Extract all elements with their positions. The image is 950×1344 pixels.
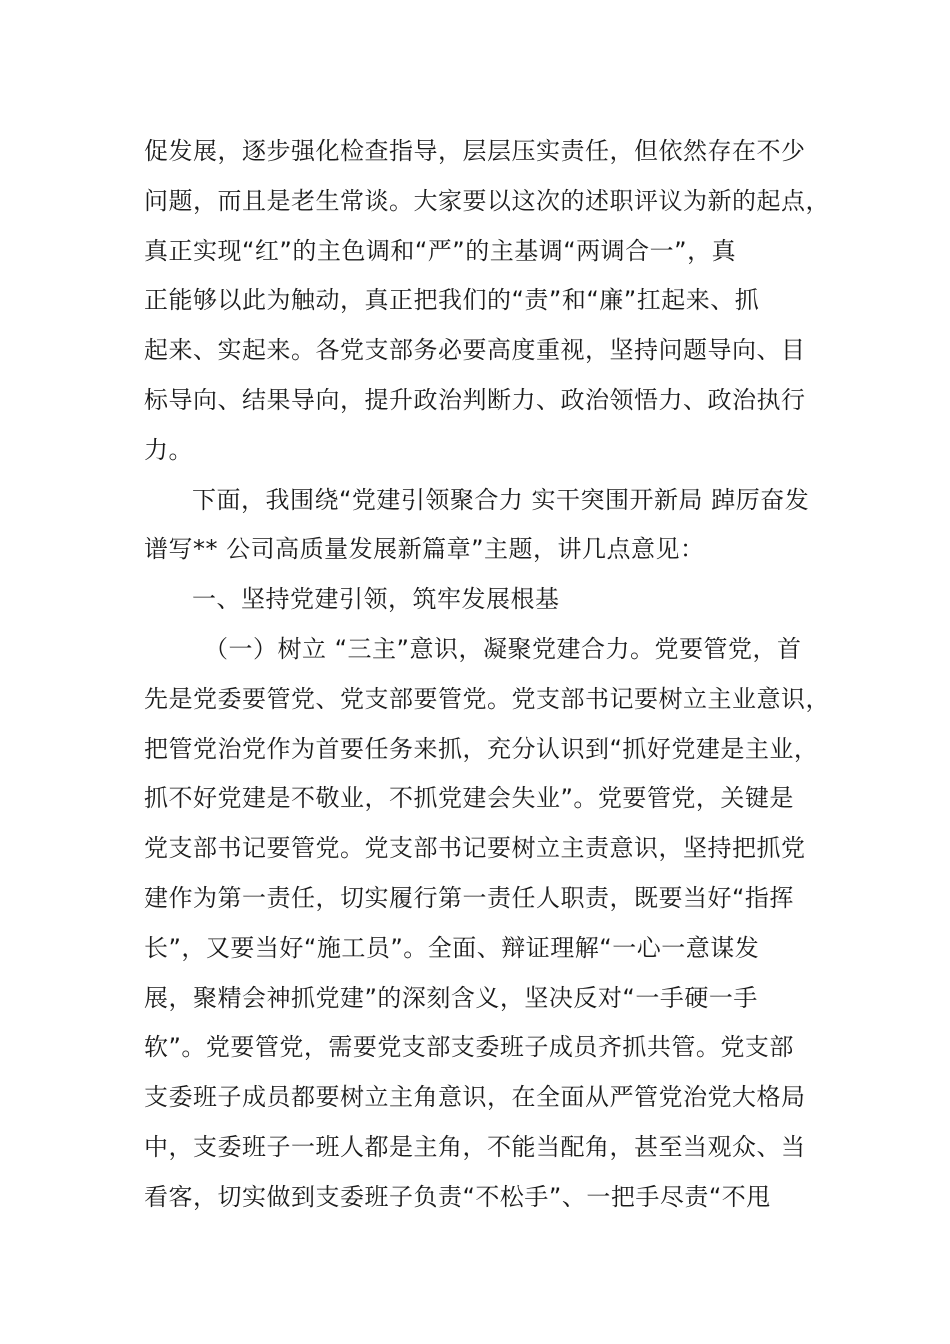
- text-line: 中，支委班子一班人都是主角，不能当配角，甚至当观众、当: [144, 1132, 806, 1161]
- text-line: 建作为第一责任，切实履行第一责任人职责，既要当好“指挥: [144, 883, 794, 912]
- text-line: 看客，切实做到支委班子负责“不松手”、一把手尽责“不甩: [144, 1182, 771, 1211]
- text-line: 把管党治党作为首要任务来抓，充分认识到“抓好党建是主业，: [144, 734, 819, 763]
- document-body: [144, 127, 830, 1223]
- text-line: 力。: [144, 435, 193, 464]
- text-line: 起来、实起来。各党支部务必要高度重视，坚持问题导向、目: [144, 336, 806, 365]
- paragraph-intro: [144, 476, 814, 576]
- text-line: 问题，而且是老生常谈。大家要以这次的述职评议为新的起点，: [144, 186, 830, 215]
- text-line: 党支部书记要管党。党支部书记要树立主责意识，坚持把抓党: [144, 834, 806, 863]
- paragraph-continuation: [144, 127, 830, 476]
- paragraph-section-1-1: [144, 625, 830, 1223]
- text-line: 下面，我围绕“党建引领聚合力 实干突围开新局 踔厉奋发: [192, 485, 810, 514]
- text-line: 促发展，逐步强化检查指导，层层压实责任，但依然存在不少: [144, 137, 806, 165]
- text-line: （一）树立 “三主”意识，凝聚党建合力。党要管党，首: [204, 634, 802, 663]
- text-line: 展，聚精会神抓党建”的深刻含义，坚决反对“一手硬一手: [144, 983, 758, 1012]
- text-line: 正能够以此为触动，真正把我们的“责”和“廉”扛起来、抓: [144, 286, 760, 315]
- text-line: 先是党委要管党、党支部要管党。党支部书记要树立主业意识，: [144, 684, 830, 713]
- text-line: 真正实现“红”的主色调和“严”的主基调“两调合一”，真: [144, 236, 737, 265]
- section-heading: 一、坚持党建引领，筑牢发展根基: [192, 585, 560, 614]
- text-line: 软”。党要管党，需要党支部支委班子成员齐抓共管。党支部: [144, 1033, 794, 1062]
- text-line: 谱写** 公司高质量发展新篇章”主题，讲几点意见：: [144, 535, 705, 564]
- text-line: 抓不好党建是不敬业，不抓党建会失业”。党要管党，关键是: [144, 784, 794, 813]
- text-line: 长”，又要当好“施工员”。全面、辩证理解“一心一意谋发: [144, 933, 760, 962]
- text-line: 支委班子成员都要树立主角意识，在全面从严管党治党大格局: [144, 1083, 806, 1112]
- text-line: 标导向、结果导向，提升政治判断力、政治领悟力、政治执行: [144, 385, 806, 414]
